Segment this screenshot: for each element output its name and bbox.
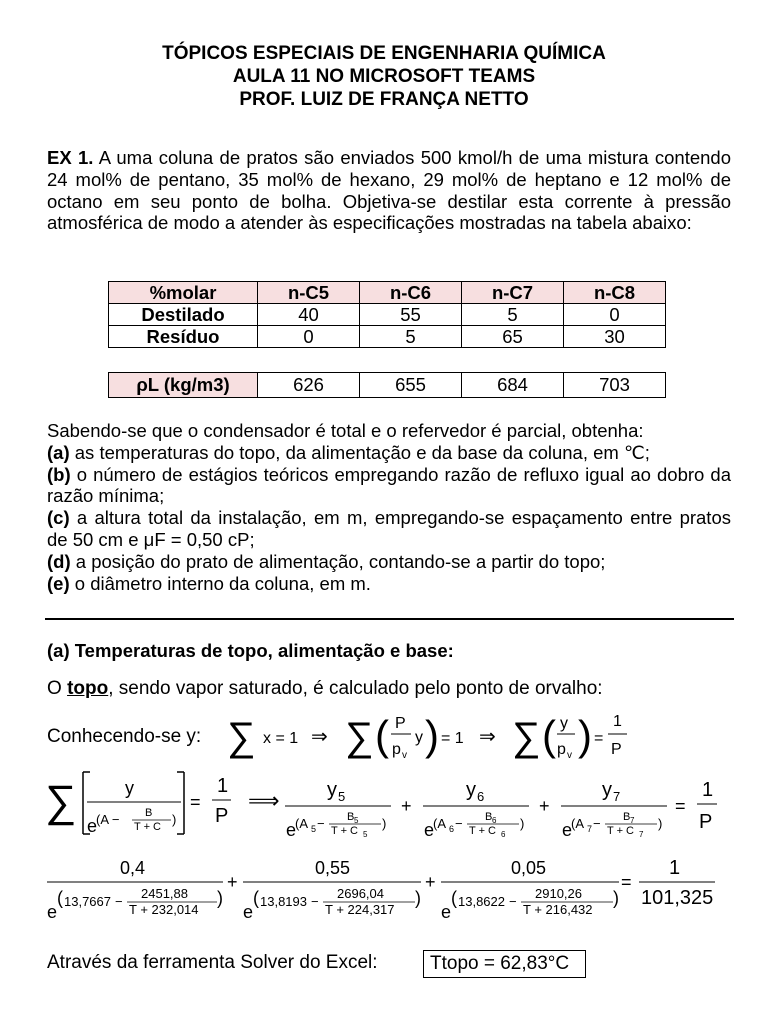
question-d: (d) a posição do prato de alimentação, contando-se a partir do topo; <box>47 550 606 572</box>
svg-text:P: P <box>395 715 406 732</box>
term-numerator: 0,4 <box>120 858 146 878</box>
svg-text:): ) <box>613 888 619 908</box>
svg-text:−: − <box>593 816 601 831</box>
svg-text:(: ( <box>57 888 63 908</box>
svg-text:e: e <box>47 902 58 922</box>
svg-text:e: e <box>562 820 573 840</box>
svg-text:): ) <box>415 888 421 908</box>
svg-text:T + C: T + C <box>134 821 162 833</box>
svg-text:⇒: ⇒ <box>479 726 496 748</box>
svg-text:(A: (A <box>295 816 308 831</box>
svg-text:+: + <box>539 796 550 816</box>
exercise-label: EX 1. <box>47 147 94 168</box>
density-table <box>108 372 666 398</box>
svg-text:): ) <box>425 712 439 759</box>
svg-text:y: y <box>602 779 612 801</box>
svg-text:p: p <box>557 741 566 758</box>
svg-text:(: ( <box>253 888 259 908</box>
row-label: Destilado <box>109 304 258 326</box>
svg-text:y: y <box>327 779 337 801</box>
svg-text:6: 6 <box>449 824 455 834</box>
svg-text:): ) <box>658 816 663 831</box>
svg-text:B: B <box>347 811 355 823</box>
svg-text:−: − <box>317 816 325 831</box>
svg-text:=: = <box>594 730 604 747</box>
svg-text:−: − <box>311 894 319 909</box>
svg-text:(A: (A <box>571 816 584 831</box>
svg-text:2451,88: 2451,88 <box>141 886 188 901</box>
svg-text:=: = <box>675 796 686 816</box>
svg-text:= 1: = 1 <box>441 730 464 747</box>
table-cell: 703 <box>564 373 666 398</box>
svg-text:+: + <box>227 872 238 892</box>
svg-text:6: 6 <box>492 816 497 825</box>
title-line-2: AULA 11 NO MICROSOFT TEAMS <box>232 66 536 87</box>
table-header-cell: n-C5 <box>258 282 360 304</box>
antoine-term-1 <box>47 858 223 922</box>
svg-text:e: e <box>441 902 452 922</box>
svg-text:5: 5 <box>354 816 359 825</box>
question-a: (a) as temperaturas do topo, da alimentação e da base da coluna, em ℃; <box>47 441 650 463</box>
table-cell: 0 <box>564 304 666 326</box>
solver-text: Através da ferramenta Solver do Excel: <box>47 952 378 973</box>
svg-text:v: v <box>402 750 407 761</box>
exercise-statement <box>47 147 731 234</box>
svg-text:1: 1 <box>702 779 714 801</box>
svg-text:T + C: T + C <box>607 825 635 837</box>
topo-sentence: O topo, sendo vapor saturado, é calculado pelo ponto de orvalho: <box>47 678 603 699</box>
svg-text:): ) <box>172 812 177 827</box>
svg-text:): ) <box>382 816 387 831</box>
svg-text:1: 1 <box>613 713 622 730</box>
svg-text:⇒: ⇒ <box>311 726 328 748</box>
svg-text:7: 7 <box>587 824 593 834</box>
svg-text:∑: ∑ <box>512 715 541 759</box>
svg-text:1: 1 <box>217 775 229 797</box>
antoine-term-3 <box>441 858 619 922</box>
term-numerator: 0,05 <box>511 858 547 878</box>
table-cell: 30 <box>564 326 666 348</box>
rhs-denominator: 101,325 <box>641 887 714 909</box>
svg-text:13,7667: 13,7667 <box>64 894 111 909</box>
svg-text:y: y <box>125 778 134 798</box>
svg-text:7: 7 <box>639 830 644 839</box>
svg-text:T + 216,432: T + 216,432 <box>523 902 593 917</box>
svg-text:∑: ∑ <box>345 715 374 759</box>
density-label: ρL (kg/m3) <box>109 373 258 398</box>
svg-text:(: ( <box>542 712 556 759</box>
row-label: Resíduo <box>109 326 258 348</box>
svg-text:7: 7 <box>630 816 635 825</box>
svg-text:P: P <box>699 811 713 833</box>
section-title: (a) Temperaturas de topo, alimentação e base: <box>47 640 454 661</box>
svg-text:−: − <box>115 894 123 909</box>
svg-text:−: − <box>455 816 463 831</box>
svg-text:5: 5 <box>338 789 346 804</box>
question-b: (b) o número de estágios teóricos empregando razão de refluxo igual ao dobro da razão mínima; <box>47 463 731 507</box>
svg-text:⟹: ⟹ <box>248 788 280 813</box>
svg-text:P: P <box>215 805 229 827</box>
svg-text:T + C: T + C <box>469 825 497 837</box>
topo-word: topo <box>67 678 109 699</box>
svg-text:p: p <box>392 741 401 758</box>
section-divider <box>45 618 734 620</box>
svg-text:y: y <box>560 715 568 732</box>
exercise-text: A uma coluna de pratos são enviados 500 kmol/h de uma mistura contendo 24 mol% de pentano, 35 mol% de hexano, 29 mol% de heptano e 12 mol% de octano em seu ponto de bolha. Objetiva-se destilar esta corrente à pressão atmosférica de modo a atender às especificações mostradas na tabela abaixo: <box>47 147 731 234</box>
svg-text:e: e <box>286 820 297 840</box>
table-row <box>109 304 666 326</box>
svg-text:2910,26: 2910,26 <box>535 886 582 901</box>
equation-general-form <box>45 766 735 840</box>
svg-text:T + 232,014: T + 232,014 <box>129 902 199 917</box>
svg-text:T + 224,317: T + 224,317 <box>325 902 395 917</box>
term-numerator: 0,55 <box>315 858 351 878</box>
document-title <box>0 42 768 111</box>
svg-text:5: 5 <box>311 824 317 834</box>
table-cell: 684 <box>462 373 564 398</box>
svg-text:e: e <box>87 816 98 836</box>
svg-text:y: y <box>466 779 476 801</box>
svg-text:(A: (A <box>433 816 446 831</box>
rhs-numerator: 1 <box>669 857 681 879</box>
svg-text:∑: ∑ <box>45 777 77 826</box>
table-cell: 0 <box>258 326 360 348</box>
composition-table <box>108 281 666 348</box>
table-header-row <box>109 282 666 304</box>
svg-text:v: v <box>567 750 572 761</box>
table-cell: 40 <box>258 304 360 326</box>
svg-text:−: − <box>509 894 517 909</box>
svg-text:+: + <box>401 796 412 816</box>
svg-text:): ) <box>578 712 592 759</box>
svg-text:e: e <box>424 820 435 840</box>
svg-text:=: = <box>621 872 632 892</box>
svg-text:(: ( <box>375 712 389 759</box>
svg-text:=: = <box>190 792 201 812</box>
svg-text:T + C: T + C <box>331 825 359 837</box>
svg-text:): ) <box>520 816 525 831</box>
svg-text:x = 1: x = 1 <box>263 730 299 747</box>
equation-antoine-numeric <box>45 852 735 924</box>
table-cell: 5 <box>360 326 462 348</box>
table-header-cell: %molar <box>109 282 258 304</box>
svg-text:7: 7 <box>613 789 621 804</box>
svg-text:+: + <box>425 872 436 892</box>
table-row <box>109 326 666 348</box>
svg-text:(A −: (A − <box>96 812 120 827</box>
svg-text:P: P <box>611 741 622 758</box>
title-line-3: PROF. LUIZ DE FRANÇA NETTO <box>239 89 529 110</box>
svg-text:6: 6 <box>477 789 485 804</box>
question-e: (e) o diâmetro interno da coluna, em m. <box>47 572 371 594</box>
svg-text:): ) <box>217 888 223 908</box>
questions-intro: Sabendo-se que o condensador é total e o refervedor é parcial, obtenha: <box>47 420 644 441</box>
knowing-label: Conhecendo-se y: <box>47 726 202 747</box>
question-c: (c) a altura total da instalação, em m, empregando-se espaçamento entre pratos de 50 cm e μF = 0,50 cP; <box>47 507 731 550</box>
svg-text:B: B <box>485 811 493 823</box>
table-cell: 5 <box>462 304 564 326</box>
svg-text:13,8193: 13,8193 <box>260 894 307 909</box>
table-cell: 55 <box>360 304 462 326</box>
svg-text:B: B <box>623 811 631 823</box>
table-cell: 65 <box>462 326 564 348</box>
table-header-cell: n-C6 <box>360 282 462 304</box>
svg-text:e: e <box>243 902 254 922</box>
svg-text:∑: ∑ <box>227 715 256 759</box>
svg-text:y: y <box>415 729 423 746</box>
svg-text:13,8622: 13,8622 <box>458 894 505 909</box>
svg-text:B: B <box>145 807 153 819</box>
equation-dew-point-sums <box>225 706 645 766</box>
svg-text:6: 6 <box>501 830 506 839</box>
antoine-term-2 <box>243 858 421 922</box>
svg-text:5: 5 <box>363 830 368 839</box>
table-cell: 626 <box>258 373 360 398</box>
questions-block <box>47 420 731 594</box>
title-line-1: TÓPICOS ESPECIAIS DE ENGENHARIA QUÍMICA <box>162 43 606 64</box>
table-header-cell: n-C7 <box>462 282 564 304</box>
result-box: Ttopo = 62,83°C <box>423 950 586 978</box>
table-row <box>109 373 666 398</box>
svg-text:2696,04: 2696,04 <box>337 886 384 901</box>
table-header-cell: n-C8 <box>564 282 666 304</box>
svg-text:(: ( <box>451 888 457 908</box>
table-cell: 655 <box>360 373 462 398</box>
